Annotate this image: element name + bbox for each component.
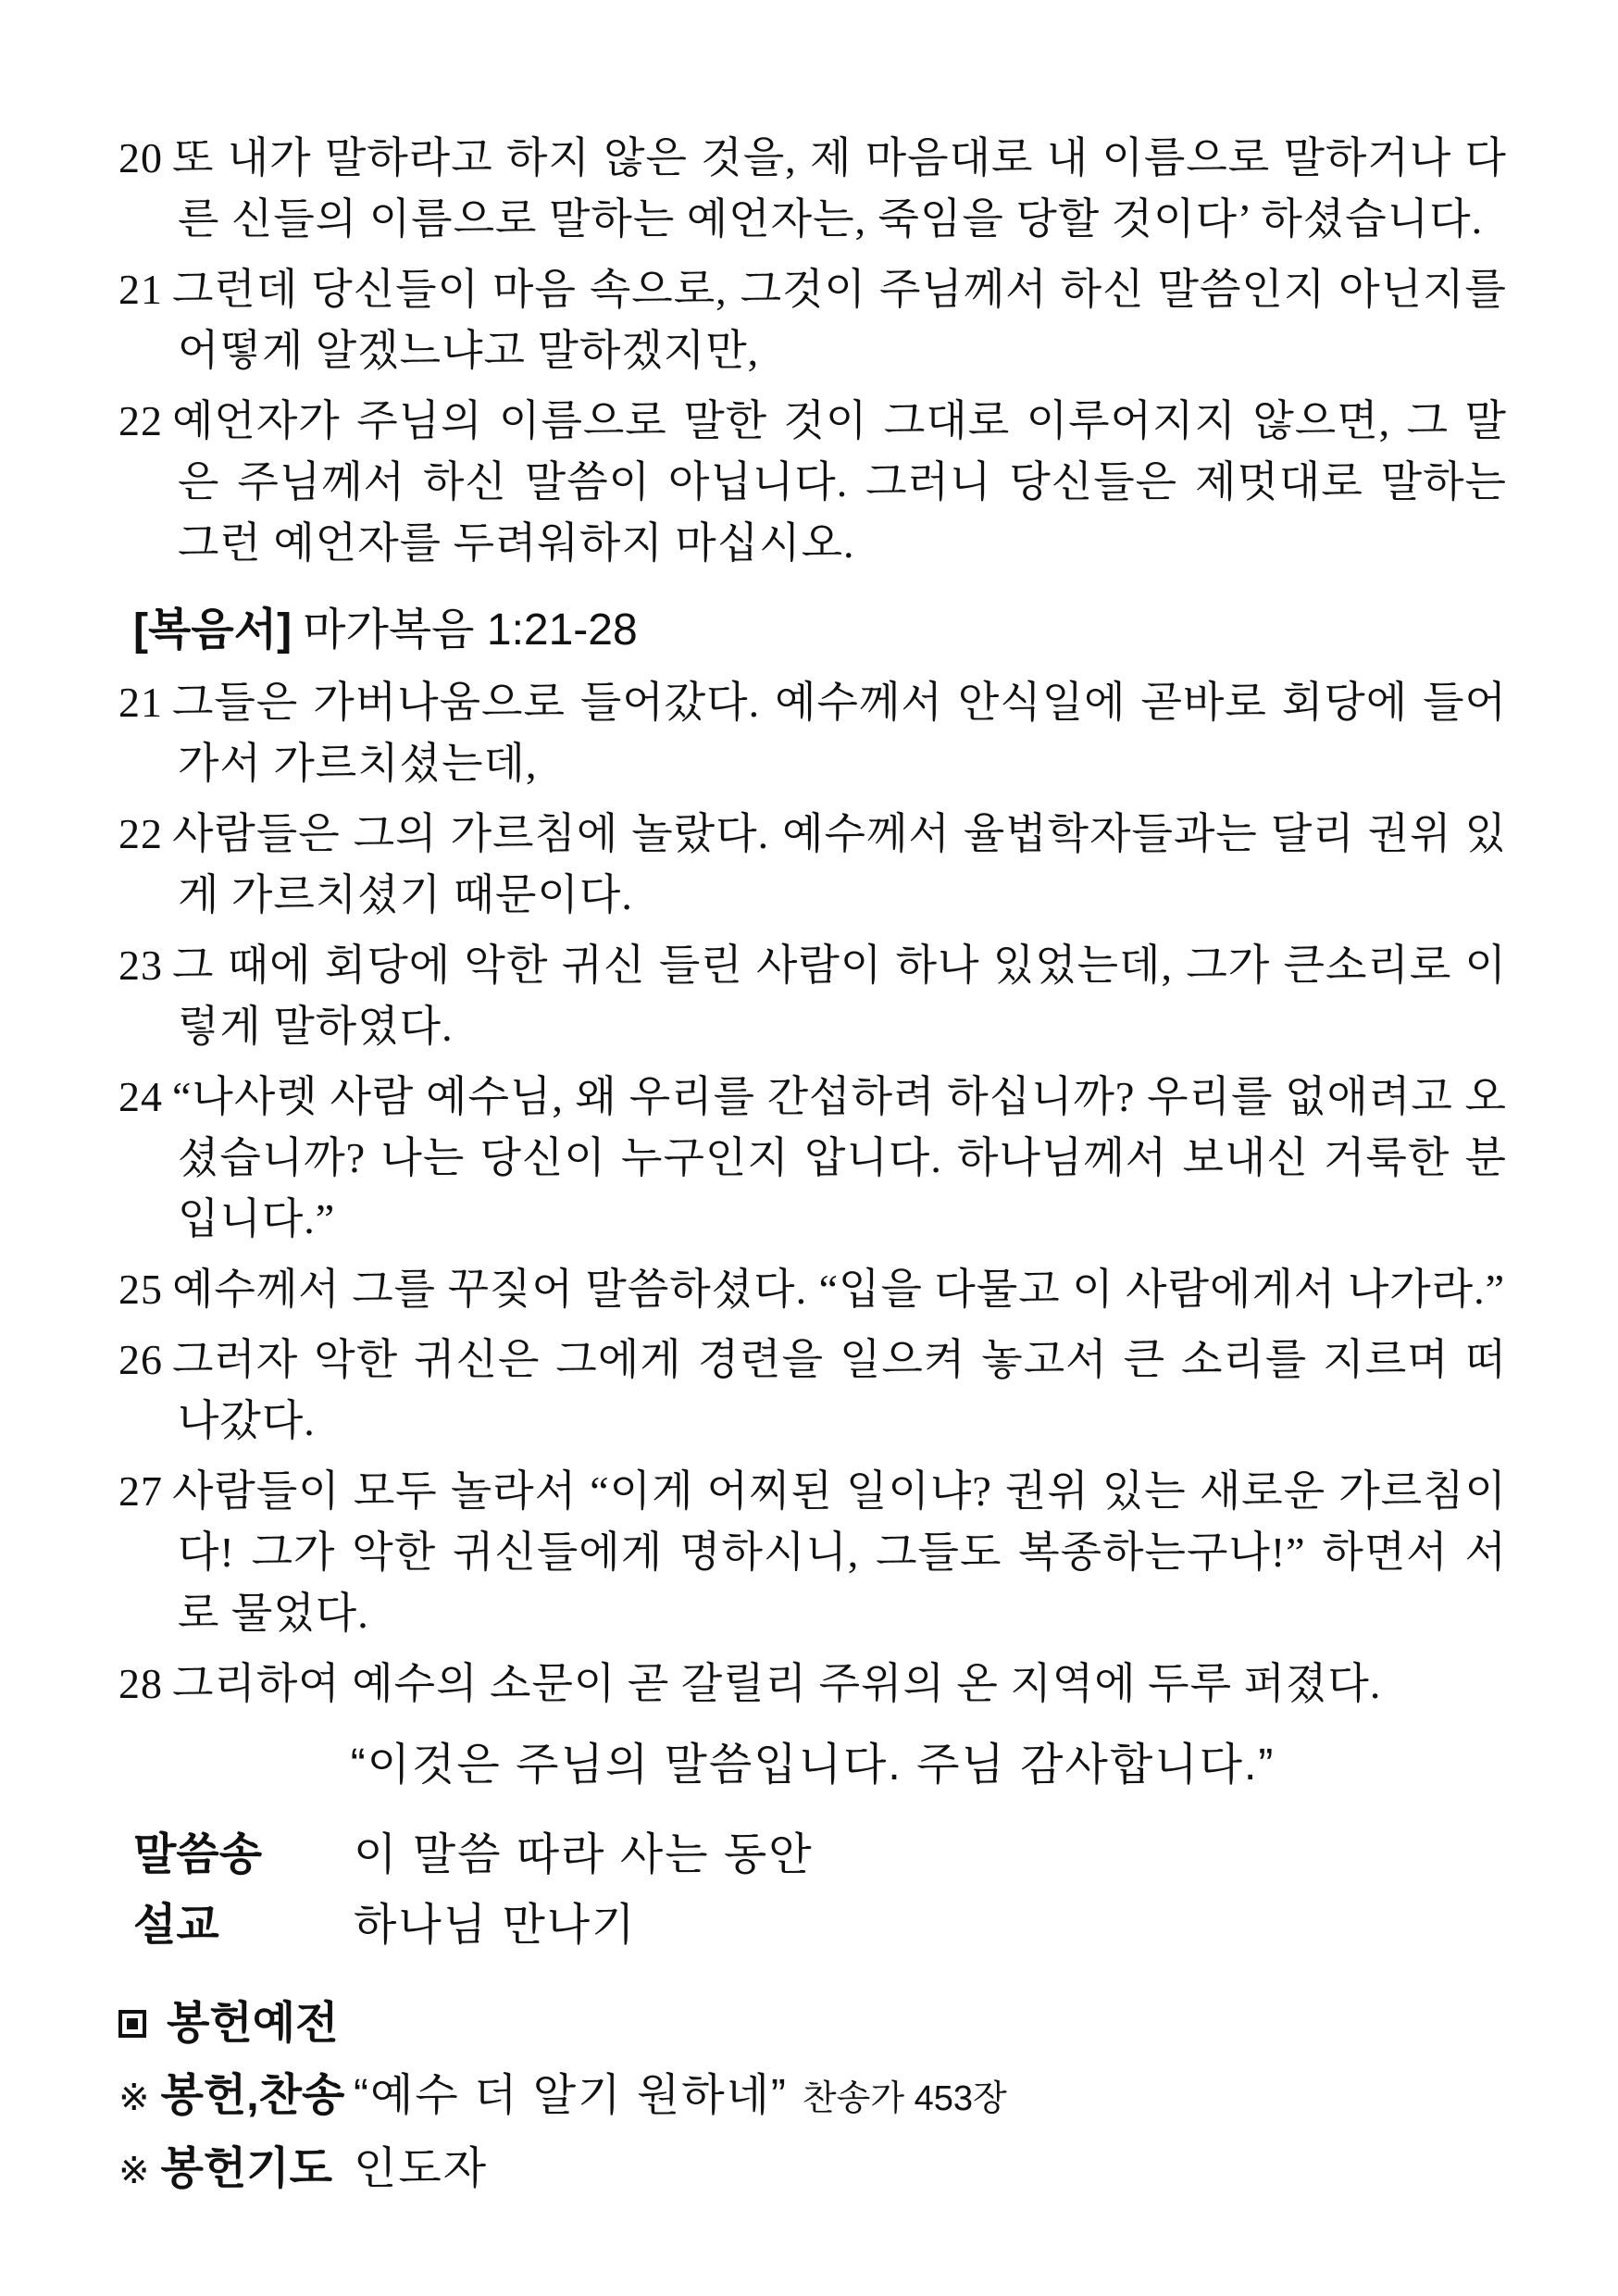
gospel-verse-28: 28 그리하여 예수의 소문이 곧 갈릴리 주위의 온 지역에 두루 퍼졌다. [118, 1660, 1382, 1707]
gospel-verse-27: 27 사람들이 모두 놀라서 “이게 어찌된 일이냐? 권위 있는 새로운 가르침이다! 그가 악한 귀신들에게 명하시니, 그들도 복종하는구나!” 하면서 서로 물었다. [118, 1467, 1507, 1637]
gospel-verse-21: 21 그들은 가버나움으로 들어갔다. 예수께서 안식일에 곧바로 회당에 들어가서 가르치셨는데, [118, 679, 1507, 787]
reference-mark-icon: ※ [118, 2151, 150, 2191]
gospel-verse-26: 26 그러자 악한 귀신은 그에게 경련을 일으켜 놓고서 큰 소리를 지르며 떠나갔다. [118, 1336, 1507, 1444]
offering-prayer-key: ※ 봉헌기도 [118, 2144, 332, 2193]
verse-22: 22 예언자가 주님의 이름으로 말한 것이 그대로 이루어지지 않으면, 그 말은 주님께서 하신 말씀이 아닙니다. 그러니 당신들은 제멋대로 말하는 그런 예언자를 두려워하지 마십시오. [118, 397, 1507, 567]
bulletin-page [118, 128, 1507, 2206]
square-bullet-icon [118, 2010, 146, 2038]
reference-mark-icon: ※ [118, 2078, 150, 2118]
hymn-number: 찬송가 453장 [802, 2079, 1007, 2118]
gospel-verse-22: 22 사람들은 그의 가르침에 놀랐다. 예수께서 율법학자들과는 달리 권위 있게 가르치셨기 때문이다. [118, 810, 1507, 918]
offering-section-heading [118, 1987, 1507, 2061]
verse-20: 20 또 내가 말하라고 하지 않은 것을, 제 마음대로 내 이름으로 말하거나 다른 신들의 이름으로 말하는 예언자는, 죽임을 당할 것이다’ 하셨습니다. [118, 134, 1507, 243]
word-song-row [133, 1820, 1507, 1890]
sermon-row [133, 1890, 1507, 1961]
gospel-reference: 마가복음 1:21-28 [303, 605, 638, 655]
sermon-label: 설교 [133, 1901, 219, 1950]
offering-hymn-key: ※ 봉헌,찬송 [118, 2071, 345, 2120]
gospel-verse-25: 25 예수께서 그를 꾸짖어 말씀하셨다. “입을 다물고 이 사람에게서 나가라.” [118, 1266, 1506, 1313]
gospel-reading [118, 672, 1507, 1715]
offering-hymn-row [118, 2061, 1507, 2134]
offering-prayer-row [118, 2134, 1507, 2206]
word-song-label: 말씀송 [133, 1830, 263, 1879]
ot-reading [118, 128, 1507, 574]
gospel-heading [133, 598, 1507, 663]
offering-prayer-leader: 인도자 [354, 2144, 489, 2193]
offering-hymn-title: “예수 더 알기 원하네” [354, 2071, 788, 2120]
closing-response: “이것은 주님의 말씀입니다. 주님 감사합니다.” [350, 1741, 1276, 1790]
verse-21: 21 그런데 당신들이 마음 속으로, 그것이 주님께서 하신 말씀인지 아닌지를 어떻게 알겠느냐고 말하겠지만, [118, 266, 1507, 374]
gospel-verse-23: 23 그 때에 회당에 악한 귀신 들린 사람이 하나 있었는데, 그가 큰소리로 이렇게 말하였다. [118, 942, 1507, 1050]
word-song-title: 이 말씀 따라 사는 동안 [354, 1830, 814, 1879]
gospel-verse-24: 24 “나사렛 사람 예수님, 왜 우리를 간섭하려 하십니까? 우리를 없애려고 오셨습니까? 나는 당신이 누구인지 압니다. 하나님께서 보내신 거룩한 분입니다.” [118, 1073, 1507, 1242]
gospel-label: [복음서] [133, 605, 292, 655]
offering-section-title: 봉헌예전 [167, 1999, 339, 2048]
sermon-title: 하나님 만나기 [354, 1901, 637, 1950]
